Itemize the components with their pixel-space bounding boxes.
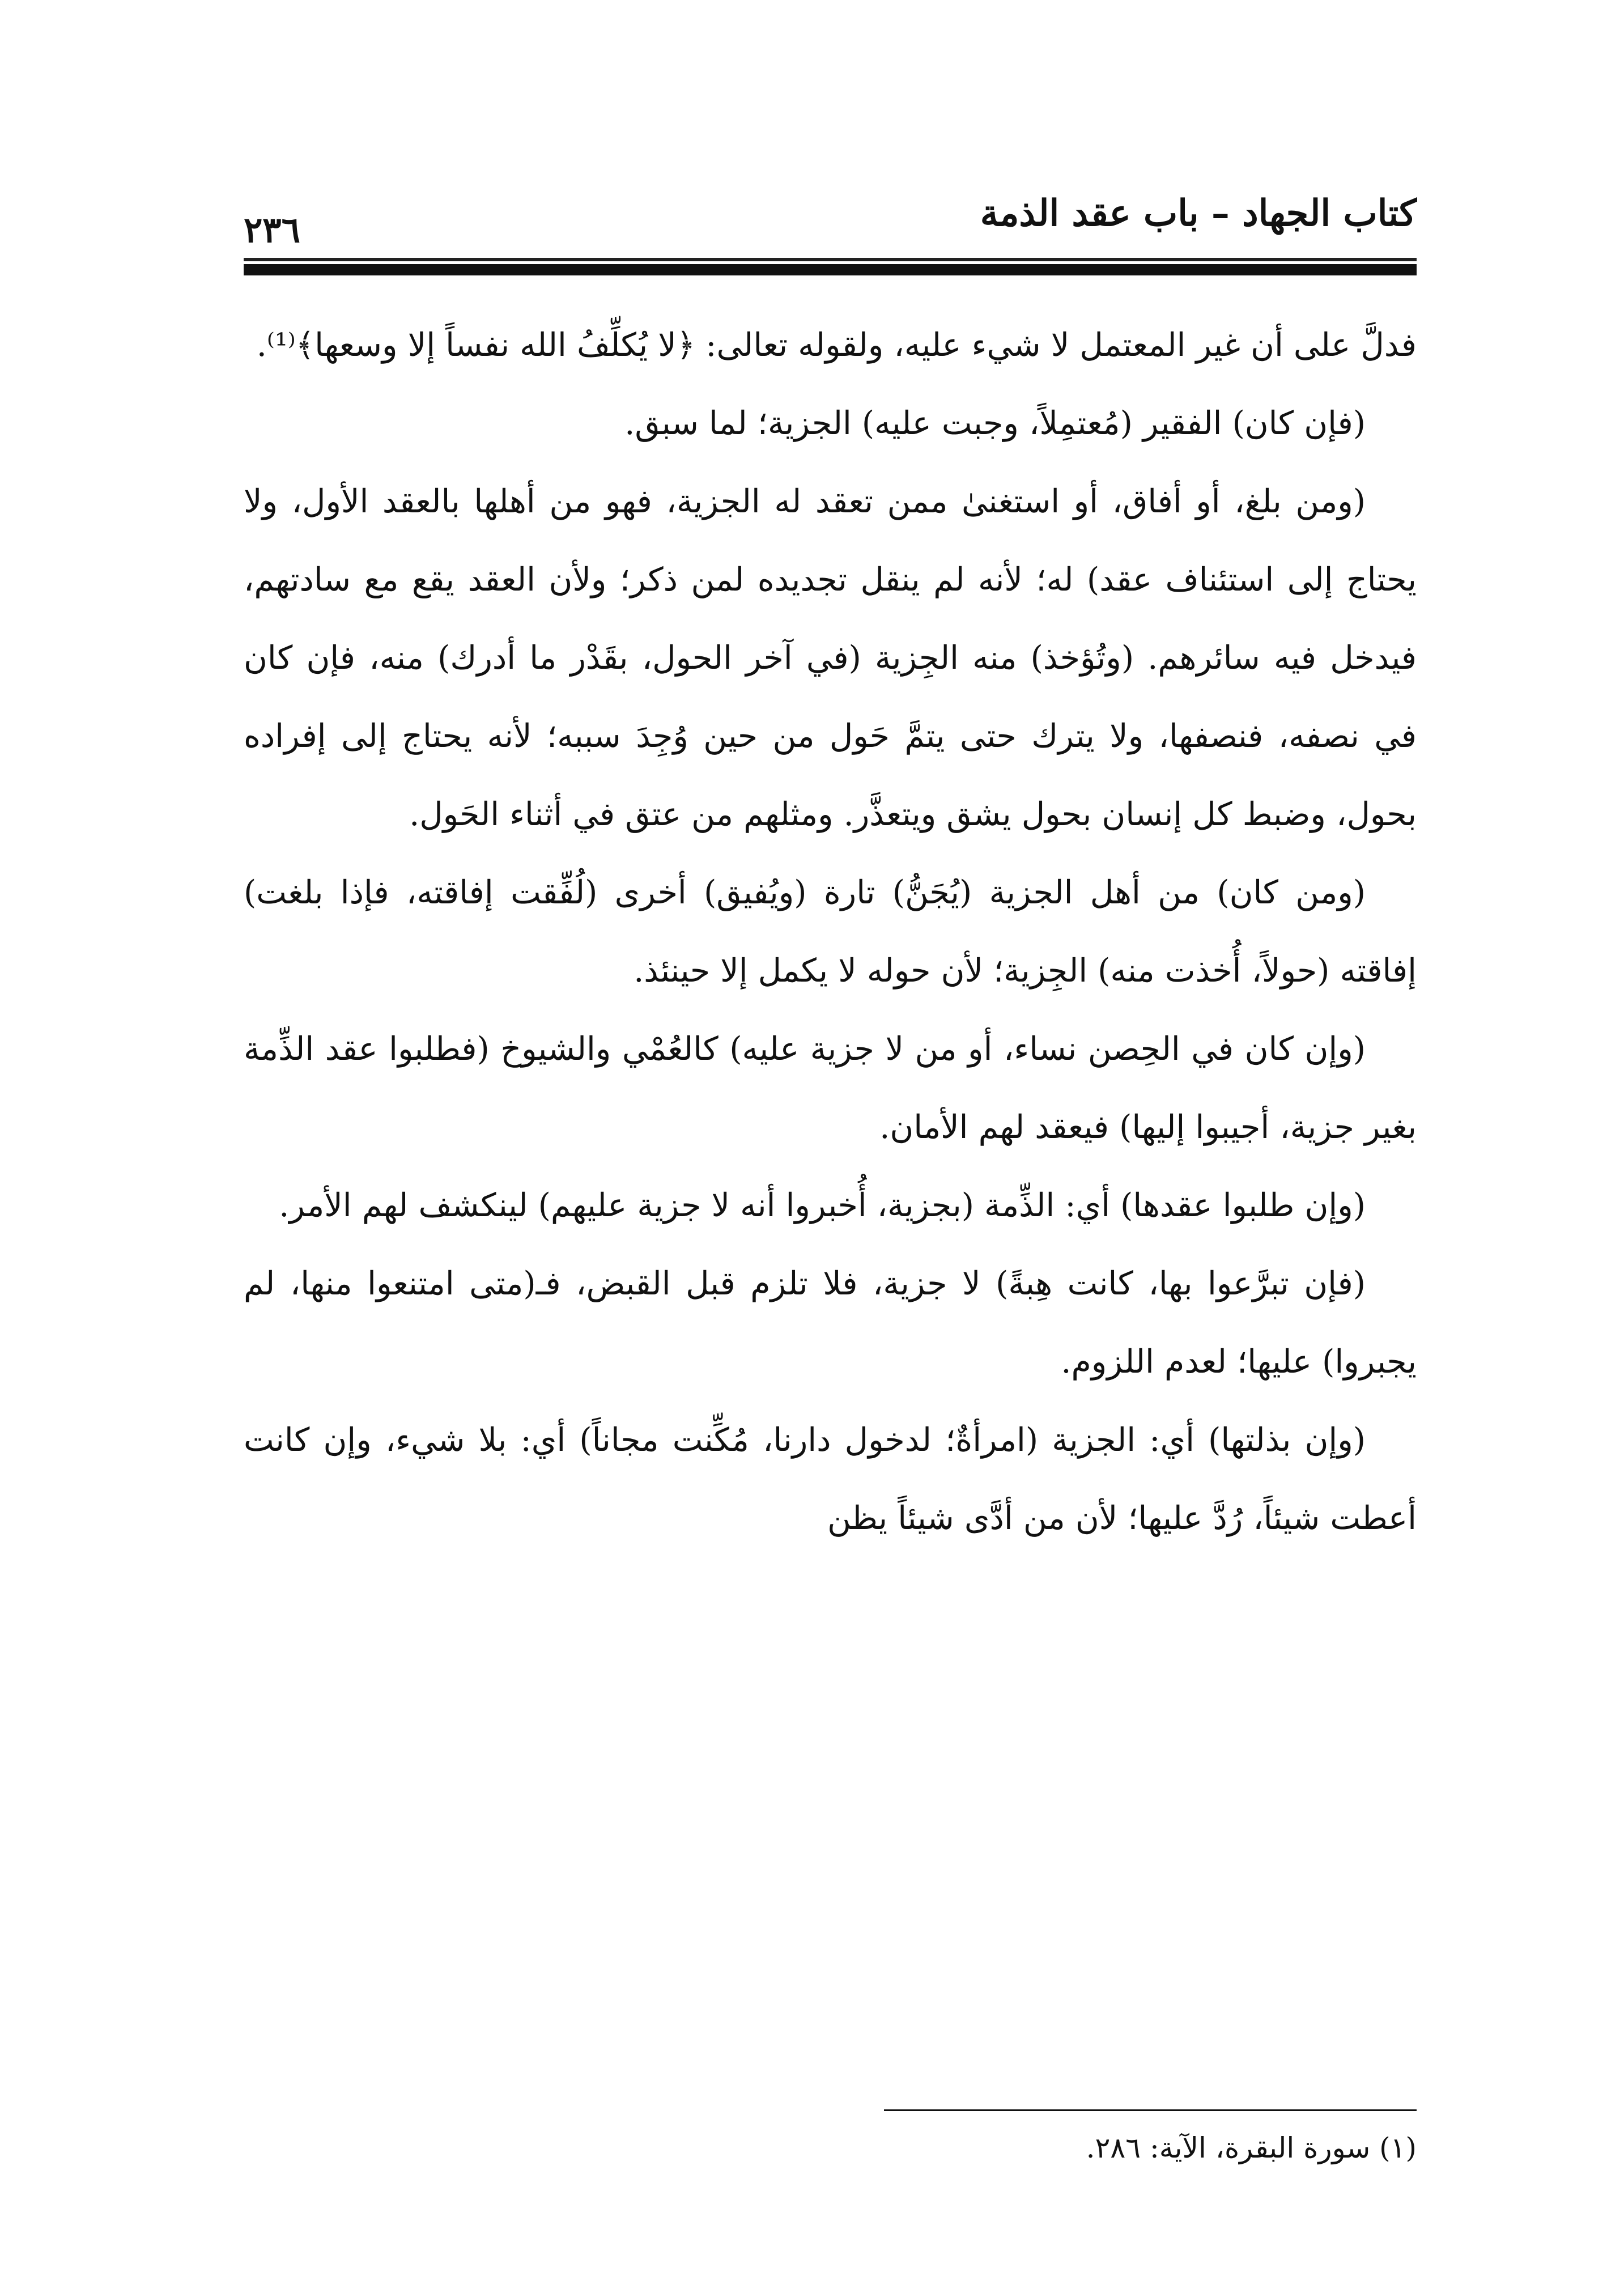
- body-text: [244, 306, 1417, 2074]
- header-title: كتاب الجهاد – باب عقد الذمة: [980, 192, 1417, 235]
- paragraph-1: فدلَّ على أن غير المعتمل لا شيء عليه، ولقوله تعالى: ﴿لا يُكلِّفُ الله نفساً إلا وسعها﴾⁽¹⁾.: [256, 326, 1417, 364]
- header-rule-thick: [244, 264, 1417, 275]
- paragraph-8: (وإن بذلتها) أي: الجزية (امرأةٌ؛ لدخول دارنا، مُكِّنت مجاناً) أي: بلا شيء، وإن كانت أعطت شيئاً، رُدَّ عليها؛ لأن من أدَّى شيئاً يظن: [244, 1421, 1417, 1537]
- paragraph-4: (ومن كان) من أهل الجزية (يُجَنُّ) تارة (ويُفيق) أخرى (لُفِّقت إفاقته، فإذا بلغت) إفاقته (حولاً، أُخذت منه) الجِزية؛ لأن حوله لا يكمل إلا حينئذ.: [244, 874, 1417, 990]
- page-number: ٢٣٦: [244, 209, 300, 250]
- paragraph-2: (فإن كان) الفقير (مُعتمِلاً، وجبت عليه) الجزية؛ لما سبق.: [624, 405, 1366, 442]
- paragraph-5: (وإن كان في الحِصن نساء، أو من لا جزية عليه) كالعُمْي والشيوخ (فطلبوا عقد الذِّمة بغير جزية، أجيبوا إليها) فيعقد لهم الأمان.: [244, 1030, 1417, 1146]
- header-rule-thin: [244, 258, 1417, 261]
- paragraph-7: (فإن تبرَّعوا بها، كانت هِبةً) لا جزية، فلا تلزم قبل القبض، فـ(متى امتنعوا منها، لم يجبروا) عليها؛ لعدم اللزوم.: [244, 1265, 1417, 1381]
- footnote: (١) سورة البقرة، الآية: ٢٨٦.: [1086, 2131, 1417, 2164]
- footnote-rule: [884, 2109, 1417, 2111]
- paragraph-6: (وإن طلبوا عقدها) أي: الذِّمة (بجزية، أُخبروا أنه لا جزية عليهم) لينكشف لهم الأمر.: [279, 1187, 1366, 1224]
- running-header: [244, 190, 1417, 252]
- paragraph-3: (ومن بلغ، أو أفاق، أو استغنىٰ ممن تعقد له الجزية، فهو من أهلها بالعقد الأول، ولا يحتاج إلى استئناف عقد) له؛ لأنه لم ينقل تجديده لمن ذكر؛ ولأن العقد يقع مع سادتهم، فيدخل فيه سائرهم. (وتُؤخذ) منه الجِزية (في آخر الحول، بقَدْر ما أدرك) منه، فإن كان في نصفه، فنصفها، ولا يترك حتى يتمَّ حَول من حين وُجِدَ سببه؛ لأنه يحتاج إلى إفراده بحول، وضبط كل إنسان بحول يشق ويتعذَّر. ومثلهم من عتق في أثناء الحَول.: [244, 483, 1417, 833]
